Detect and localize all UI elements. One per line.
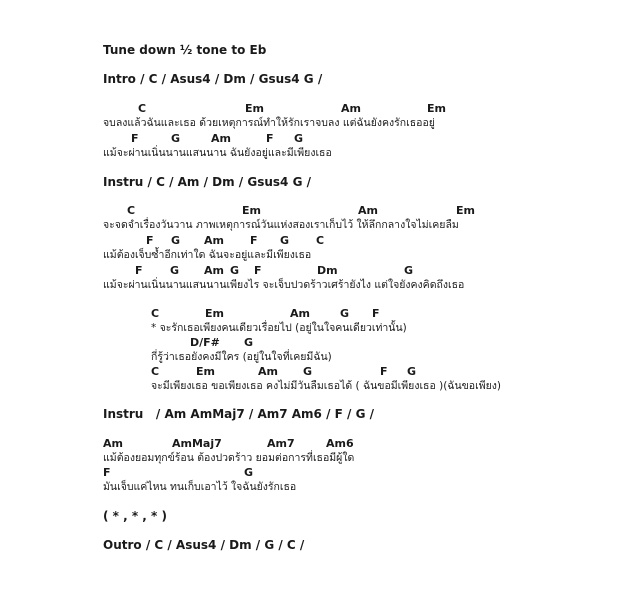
lyric-line: จะจดจำเรื่องวันวาน ภาพเหตุการณ์วันแห่งสองเราเก็บไว้ ให้ลึกกลางใจไม่เคยลืม: [103, 219, 459, 231]
chord: F: [135, 264, 143, 277]
chord: C: [151, 307, 160, 320]
chord: F: [131, 132, 139, 145]
chord: Em: [245, 102, 264, 115]
chord: D/F#: [190, 336, 220, 349]
lyric-line: แม้ต้องยอมทุกข์ร้อน ต้องปวดร้าว ยอมต่อการที่เธอมีผู้ใด: [103, 452, 355, 464]
lyric-line: แม้จะผ่านเนิ่นนานแสนนาน ฉันยังอยู่และมีเพียงเธอ: [103, 147, 332, 159]
repeat-marker: ( * , * , * ): [103, 509, 167, 523]
chord: G: [404, 264, 414, 277]
chord: G: [230, 264, 240, 277]
outro-line: Outro / C / Asus4 / Dm / G / C /: [103, 538, 305, 552]
lyric-line: กี่รู้ว่าเธอยังคงมีใคร (อยู่ในใจที่เคยมีฉัน): [151, 351, 332, 363]
chord: G: [280, 234, 290, 247]
chord: G: [294, 132, 304, 145]
chord: C: [151, 365, 160, 378]
lyric-line: มันเจ็บแค่ไหน ทนเก็บเอาไว้ ใจฉันยังรักเธอ: [103, 481, 297, 493]
chord: F: [372, 307, 380, 320]
lyric-line: แม้จะผ่านเนิ่นนานแสนนานเพียงไร จะเจ็บปวดร้าวเศร้ายังไง แต่ใจยังคงคิดถึงเธอ: [103, 279, 465, 291]
chord: Am: [258, 365, 278, 378]
chord: C: [138, 102, 147, 115]
chord: G: [170, 264, 180, 277]
lyric-line: จบลงแล้วฉันและเธอ ด้วยเหตุการณ์ทำให้รักเราจบลง แต่ฉันยังคงรักเธออยู่: [103, 117, 435, 129]
chord: Am6: [326, 437, 354, 450]
chord: G: [244, 336, 254, 349]
chord: AmMaj7: [172, 437, 222, 450]
instru-line-1: Instru / C / Am / Dm / Gsus4 G /: [103, 175, 311, 189]
chord: F: [380, 365, 388, 378]
chord: G: [407, 365, 417, 378]
chord: G: [244, 466, 254, 479]
chord: G: [340, 307, 350, 320]
chord: Am7: [267, 437, 295, 450]
chord: F: [254, 264, 262, 277]
tuning-note: Tune down ½ tone to Eb: [103, 43, 267, 57]
chord: Em: [205, 307, 224, 320]
chord: F: [266, 132, 274, 145]
chord: F: [103, 466, 111, 479]
chord: F: [250, 234, 258, 247]
chord: Am: [211, 132, 231, 145]
instru-line-2: Instru / Am AmMaj7 / Am7 Am6 / F / G /: [103, 407, 374, 421]
chord: G: [171, 132, 181, 145]
chord: Am: [204, 234, 224, 247]
lyric-line: แม้ต้องเจ็บซ้ำอีกเท่าใด ฉันจะอยู่และมีเพียงเธอ: [103, 249, 312, 261]
intro-line: Intro / C / Asus4 / Dm / Gsus4 G /: [103, 72, 323, 86]
chord: F: [146, 234, 154, 247]
lyric-line: จะมีเพียงเธอ ขอเพียงเธอ คงไม่มีวันลืมเธอได้ ( ฉันขอมีเพียงเธอ )(ฉันขอเพียง): [151, 380, 501, 392]
chord: Dm: [317, 264, 338, 277]
chord: G: [171, 234, 181, 247]
chord: Em: [196, 365, 215, 378]
chord: Am: [358, 204, 378, 217]
chord: Am: [204, 264, 224, 277]
chord: Am: [103, 437, 123, 450]
chord: G: [303, 365, 313, 378]
chord: C: [127, 204, 136, 217]
chord: Em: [242, 204, 261, 217]
chord: C: [316, 234, 325, 247]
chord: Em: [427, 102, 446, 115]
chord: Am: [341, 102, 361, 115]
chord: Am: [290, 307, 310, 320]
chord: Em: [456, 204, 475, 217]
lyric-line: * จะรักเธอเพียงคนเดียวเรื่อยไป (อยู่ในใจคนเดียวเท่านั้น): [151, 322, 407, 334]
